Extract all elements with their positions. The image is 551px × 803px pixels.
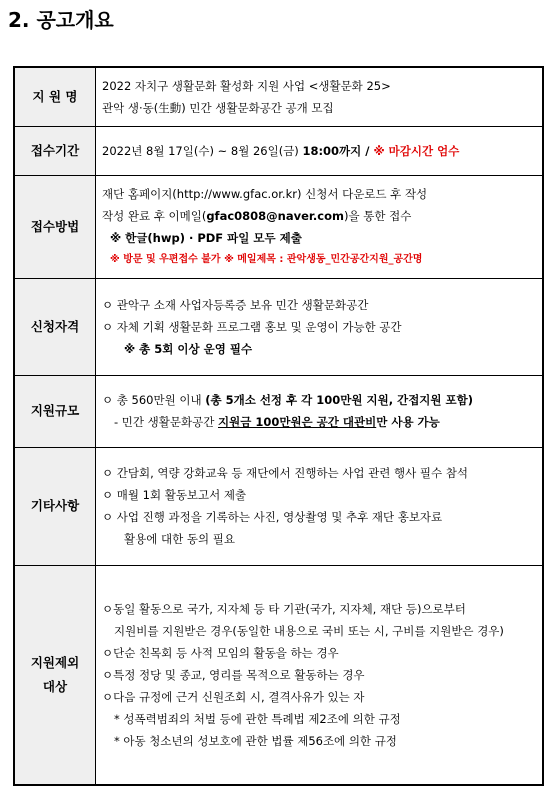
row-eligibility	[14, 278, 543, 375]
value-program-name	[96, 67, 544, 126]
row-program-name	[14, 67, 543, 126]
method-email-prefix: 작성 완료 후 이메일(	[102, 208, 207, 223]
method-warning-note: ※ 방문 및 우편접수 불가 ※ 메일제목 : 관악생동_민간공간지원_공간명	[110, 253, 423, 265]
scale-note-prefix: - 민간 생활문화공간	[114, 415, 218, 429]
period-deadline-time: 18:00까지	[302, 143, 362, 158]
method-email-suffix: )을 통한 접수	[344, 208, 412, 223]
scale-total: ㅇ 총 560만원 이내	[102, 393, 206, 407]
label-period: 접수기간	[14, 126, 96, 175]
method-file-note: ※ 한글(hwp) · PDF 파일 모두 제출	[110, 230, 302, 245]
row-period	[14, 126, 543, 175]
eligibility-requirement-note: ※ 총 5회 이상 운영 필수	[124, 341, 253, 356]
eligibility-line-1: ㅇ 관악구 소재 사업자등록증 보유 민간 생활문화공간	[102, 297, 369, 312]
method-email-address: gfac0808@naver.com	[206, 208, 344, 223]
period-separator: /	[361, 143, 374, 158]
row-scale	[14, 375, 543, 447]
row-exclusion	[14, 565, 543, 785]
value-scale	[96, 375, 544, 447]
exclusion-line-3: ㅇ단순 친목회 등 사적 모임의 활동을 하는 경우	[102, 645, 339, 660]
eligibility-line-2: ㅇ 자체 기획 생활문화 프로그램 홍보 및 운영이 가능한 공간	[102, 319, 402, 334]
label-exclusion-line-2: 대상	[42, 678, 68, 694]
value-method	[96, 175, 544, 278]
scale-note-suffix: 만 사용 가능	[376, 415, 440, 429]
other-line-2: ㅇ 매월 1회 활동보고서 제출	[102, 488, 247, 502]
label-other: 기타사항	[14, 447, 96, 565]
announcement-table	[13, 66, 544, 786]
label-program-name: 지 원 명	[14, 67, 96, 126]
other-line-1: ㅇ 간담회, 역량 강화교육 등 재단에서 진행하는 사업 관련 행사 필수 참석	[102, 466, 469, 480]
section-title: 2. 공고개요	[8, 8, 114, 32]
label-exclusion-line-1: 지원제외	[30, 654, 80, 670]
program-line-2: 관악 생·동(生動) 민간 생활문화공간 공개 모집	[102, 100, 334, 115]
row-method	[14, 175, 543, 278]
other-line-4: 활용에 대한 동의 필요	[124, 532, 235, 546]
label-scale: 지원규모	[14, 375, 96, 447]
exclusion-law-1: * 성폭력범죄의 처벌 등에 관한 특례법 제2조에 의한 규정	[114, 711, 401, 726]
exclusion-line-4: ㅇ특정 정당 및 종교, 영리를 목적으로 활동하는 경우	[102, 667, 365, 682]
exclusion-line-1: ㅇ동일 활동으로 국가, 지자체 등 타 기관(국가, 지자체, 재단 등)으로부터	[102, 601, 466, 616]
exclusion-line-2: 지원비를 지원받은 경우(동일한 내용으로 국비 또는 시, 구비를 지원받은 경우)	[114, 623, 504, 638]
period-dates: 2022년 8월 17일(수) ~ 8월 26일(금)	[102, 143, 303, 158]
exclusion-line-5: ㅇ다음 규정에 근거 신원조회 시, 결격사유가 있는 자	[102, 689, 365, 704]
row-other	[14, 447, 543, 565]
value-exclusion	[96, 565, 544, 785]
label-exclusion	[14, 565, 96, 785]
period-deadline-note: ※ 마감시간 엄수	[373, 143, 460, 158]
value-other	[96, 447, 544, 565]
exclusion-law-2: * 아동 청소년의 성보호에 관한 법률 제56조에 의한 규정	[114, 733, 397, 748]
label-method: 접수방법	[14, 175, 96, 278]
scale-note-emphasis: 지원금 100만원은 공간 대관비	[218, 415, 377, 429]
value-eligibility	[96, 278, 544, 375]
label-eligibility: 신청자격	[14, 278, 96, 375]
program-line-1: 2022 자치구 생활문화 활성화 지원 사업 <생활문화 25>	[102, 78, 391, 93]
value-period	[96, 126, 544, 175]
other-line-3: ㅇ 사업 진행 과정을 기록하는 사진, 영상촬영 및 추후 재단 홍보자료	[102, 510, 443, 524]
scale-detail: (총 5개소 선정 후 각 100만원 지원, 간접지원 포함)	[205, 393, 474, 407]
method-line-1: 재단 홈페이지(http://www.gfac.or.kr) 신청서 다운로드 후 작성	[102, 186, 428, 201]
